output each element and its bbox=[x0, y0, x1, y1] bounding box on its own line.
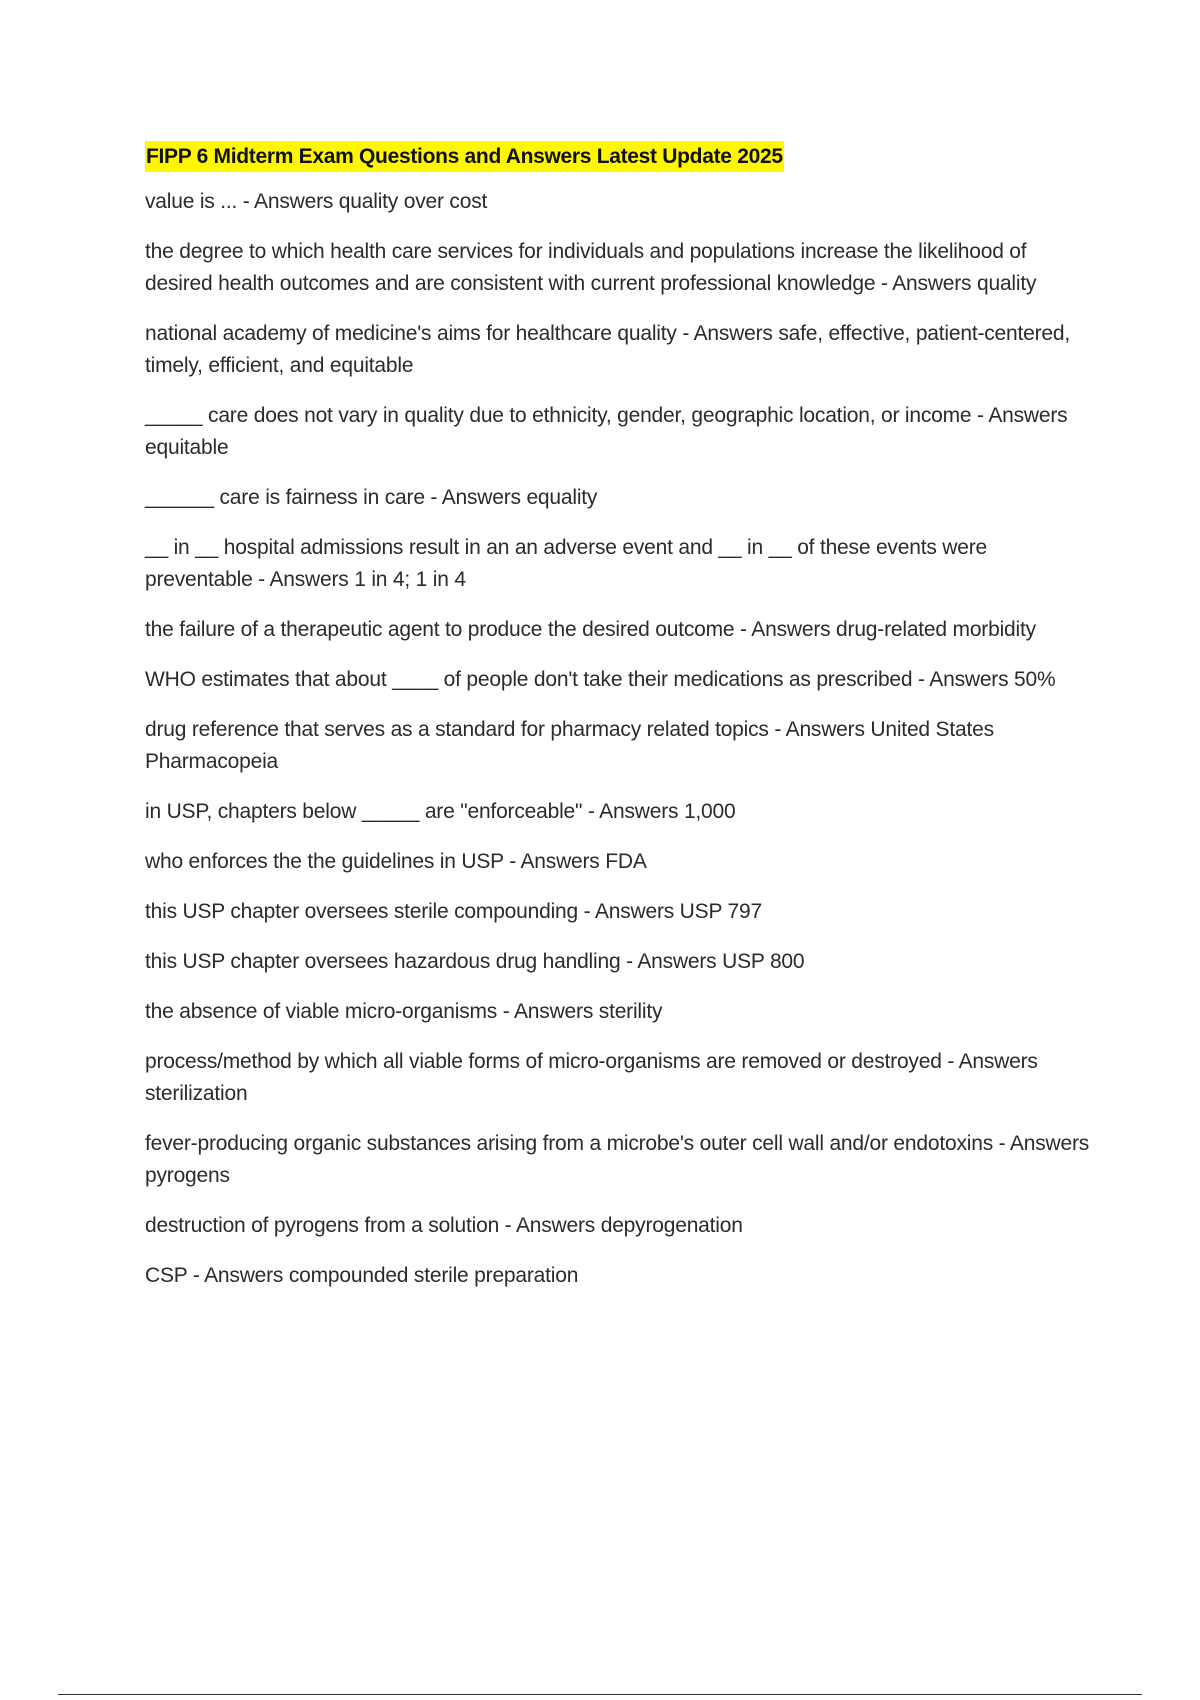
qa-item: drug reference that serves as a standard for pharmacy related topics - Answers United States Pharmacopeia bbox=[145, 718, 994, 773]
document-body bbox=[145, 141, 1090, 1310]
page-bottom-divider bbox=[58, 1694, 1142, 1695]
qa-item: value is ... - Answers quality over cost bbox=[145, 190, 488, 213]
qa-item: the failure of a therapeutic agent to produce the desired outcome - Answers drug-related morbidity bbox=[145, 618, 1036, 641]
qa-item: process/method by which all viable forms of micro-organisms are removed or destroyed - Answers sterilization bbox=[145, 1050, 1038, 1105]
qa-item: in USP, chapters below _____ are "enforceable" - Answers 1,000 bbox=[145, 800, 736, 823]
qa-item: this USP chapter oversees sterile compounding - Answers USP 797 bbox=[145, 900, 762, 923]
document-title: FIPP 6 Midterm Exam Questions and Answers Latest Update 2025 bbox=[145, 141, 784, 172]
qa-item: fever-producing organic substances arising from a microbe's outer cell wall and/or endotoxins - Answers pyrogens bbox=[145, 1132, 1090, 1187]
qa-item: this USP chapter oversees hazardous drug handling - Answers USP 800 bbox=[145, 950, 805, 973]
qa-item: national academy of medicine's aims for healthcare quality - Answers safe, effective, patient-centered, timely, efficient, and equitable bbox=[145, 322, 1071, 377]
qa-item: __ in __ hospital admissions result in an an adverse event and __ in __ of these events were preventable - Answers 1 in 4; 1 in 4 bbox=[145, 536, 987, 591]
qa-item: the degree to which health care services for individuals and populations increase the likelihood of desired health outcomes and are consistent with current professional knowledge - Answers quality bbox=[145, 240, 1037, 295]
qa-item: who enforces the the guidelines in USP - Answers FDA bbox=[145, 850, 647, 873]
qa-item: WHO estimates that about ____ of people don't take their medications as prescribed - Answers 50% bbox=[145, 668, 1056, 691]
qa-item: _____ care does not vary in quality due to ethnicity, gender, geographic location, or income - Answers equitable bbox=[145, 404, 1068, 459]
qa-item: the absence of viable micro-organisms - Answers sterility bbox=[145, 1000, 663, 1023]
qa-item: ______ care is fairness in care - Answers equality bbox=[145, 486, 598, 509]
qa-item: destruction of pyrogens from a solution - Answers depyrogenation bbox=[145, 1214, 743, 1237]
qa-item: CSP - Answers compounded sterile preparation bbox=[145, 1264, 579, 1287]
